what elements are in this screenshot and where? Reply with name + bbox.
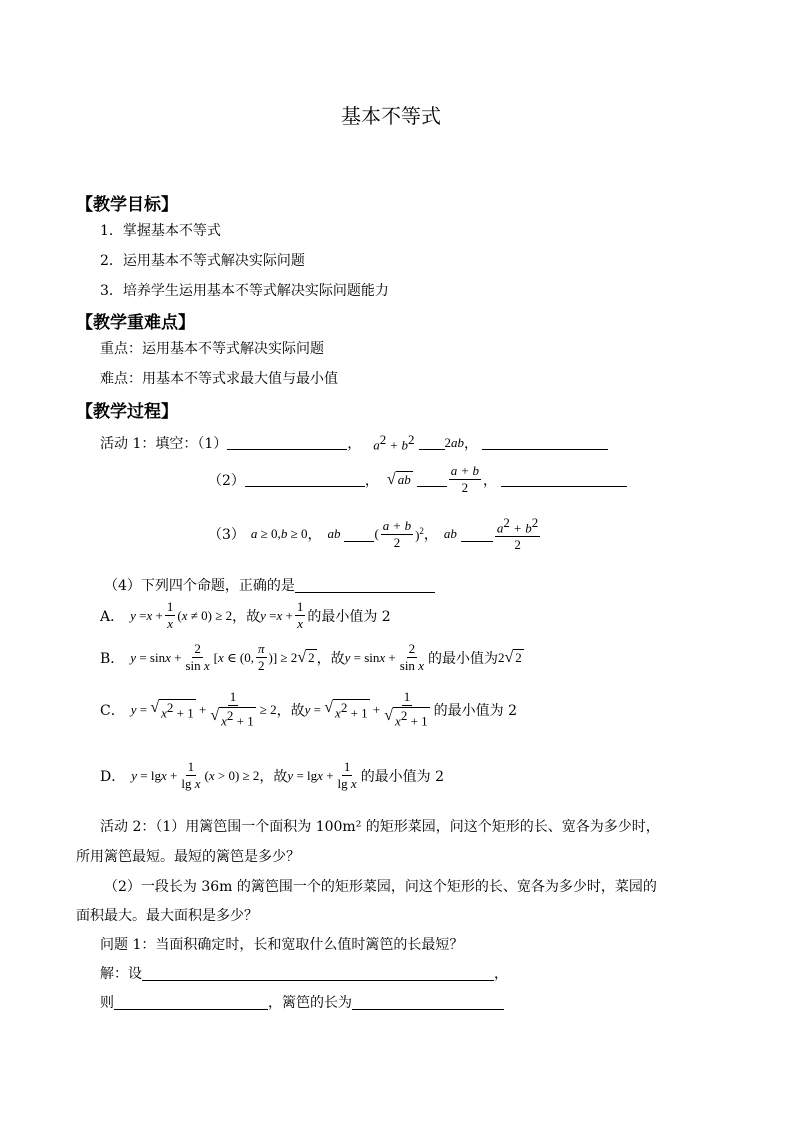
- activity2-p1-line2: 所用篱笆最短。最短的篱笆是多少？: [76, 849, 300, 865]
- option-b-end: 的最小值为: [427, 650, 498, 667]
- option-c: C． y = √ $x^2 + 1$ + 1 √ $x^2 + 1$ ≥ 2 ，故 y = √ $x^2 + 1$ + 1 √ $x^2 + 1$ 的最小值为 2: [100, 689, 518, 729]
- option-b: B． y = sin x + $\frac{2}{\text{sin x}}$ [ x ∈ (0, $\frac{\pi}{2}$ )] ≥ 2 √ 2 ，故 y = sin x + $\frac{2}{\text{sin x}}$ 的最小值为 2 √ 2: [100, 641, 522, 673]
- activity2-p2-line2: 面积最大。最大面积是多少？: [76, 908, 258, 924]
- goal-item: 2．运用基本不等式解决实际问题: [100, 253, 305, 269]
- option-b-label: B．: [100, 650, 125, 667]
- answer-blank[interactable]: [344, 527, 374, 542]
- answer-blank[interactable]: [227, 435, 347, 450]
- answer-blank[interactable]: [419, 435, 445, 450]
- activity1-item1: 活动 1：填空：（1） ， $a^2 + b^2$ 2 ab ，: [100, 432, 608, 453]
- option-c-mid: ，故: [276, 702, 305, 719]
- option-a: A． y = x + $\frac{1}{x}$ ( x ≠ 0) ≥ 2 ，故 y = x + $\frac{1}{x}$ 的最小值为 2: [100, 599, 391, 631]
- activity1-label: 活动 1：填空：（1）: [100, 435, 228, 452]
- option-a-mid: ，故: [232, 608, 261, 625]
- item3-label: （3）: [208, 527, 245, 544]
- activity1-item3: （3） a ≥ 0, b ≥ 0 ， ab ( $\frac{a + b}{2}$ )$^2$ ， ab $\frac{a^2 + b^2}{2}$: [208, 515, 539, 553]
- item4-text: （4）下列四个命题，正确的是: [104, 578, 295, 594]
- key-point: 重点：运用基本不等式解决实际问题: [100, 341, 324, 357]
- solution-end: ，: [494, 966, 508, 982]
- answer-blank[interactable]: [142, 966, 494, 981]
- option-d-label: D．: [100, 768, 126, 785]
- page-title: 基本不等式: [341, 104, 441, 128]
- then-mid: ，篱笆的长为: [268, 995, 352, 1011]
- option-c-end: 的最小值为 2: [433, 702, 518, 719]
- item2-label: （2）: [208, 472, 245, 489]
- key-heading: 【教学重难点】: [76, 313, 195, 333]
- option-d-end: 的最小值为 2: [360, 768, 445, 785]
- answer-blank[interactable]: [417, 472, 447, 487]
- process-heading: 【教学过程】: [76, 402, 178, 422]
- answer-blank[interactable]: [114, 995, 268, 1010]
- answer-blank[interactable]: [501, 472, 627, 487]
- option-b-mid: ，故: [316, 650, 345, 667]
- answer-blank[interactable]: [295, 578, 435, 593]
- activity1-item4: [104, 575, 435, 595]
- option-a-label: A．: [100, 608, 125, 625]
- activity2-p1-line1: 活动 2：（1）用篱笆围一个面积为 100m² 的矩形菜园，问这个矩形的长、宽各为多少时，: [100, 819, 660, 835]
- goals-heading: 【教学目标】: [76, 195, 178, 215]
- then-line: [100, 992, 504, 1012]
- answer-blank[interactable]: [245, 472, 365, 487]
- solution-label: 解：设: [100, 966, 142, 982]
- question-1: 问题 1：当面积确定时，长和宽取什么值时篱笆的长最短？: [100, 937, 464, 953]
- option-d-mid: ，故: [259, 768, 288, 785]
- goal-item: 1．掌握基本不等式: [100, 223, 221, 239]
- option-a-end: 的最小值为 2: [307, 608, 391, 625]
- answer-blank[interactable]: [482, 435, 608, 450]
- answer-blank[interactable]: [352, 995, 504, 1010]
- then-label: 则: [100, 995, 114, 1011]
- goal-item: 3．培养学生运用基本不等式解决实际问题能力: [100, 283, 389, 299]
- difficult-point: 难点：用基本不等式求最大值与最小值: [100, 371, 338, 387]
- activity1-item2: （2） ， √ ab $\frac{a + b}{2}$ ，: [208, 464, 627, 495]
- answer-blank[interactable]: [461, 527, 493, 542]
- option-d: D． y = lg x + $\frac{1}{\text{lg x}}$ ( x > 0) ≥ 2 ，故 y = lg x + $\frac{1}{\text{lg x}}$ 的最小值为 2: [100, 759, 445, 791]
- option-c-label: C．: [100, 702, 125, 719]
- activity2-p2-line1: （2）一段长为 36m 的篱笆围一个的矩形菜园，问这个矩形的长、宽各为多少时，菜园的: [104, 879, 657, 895]
- solution-line: [100, 963, 508, 983]
